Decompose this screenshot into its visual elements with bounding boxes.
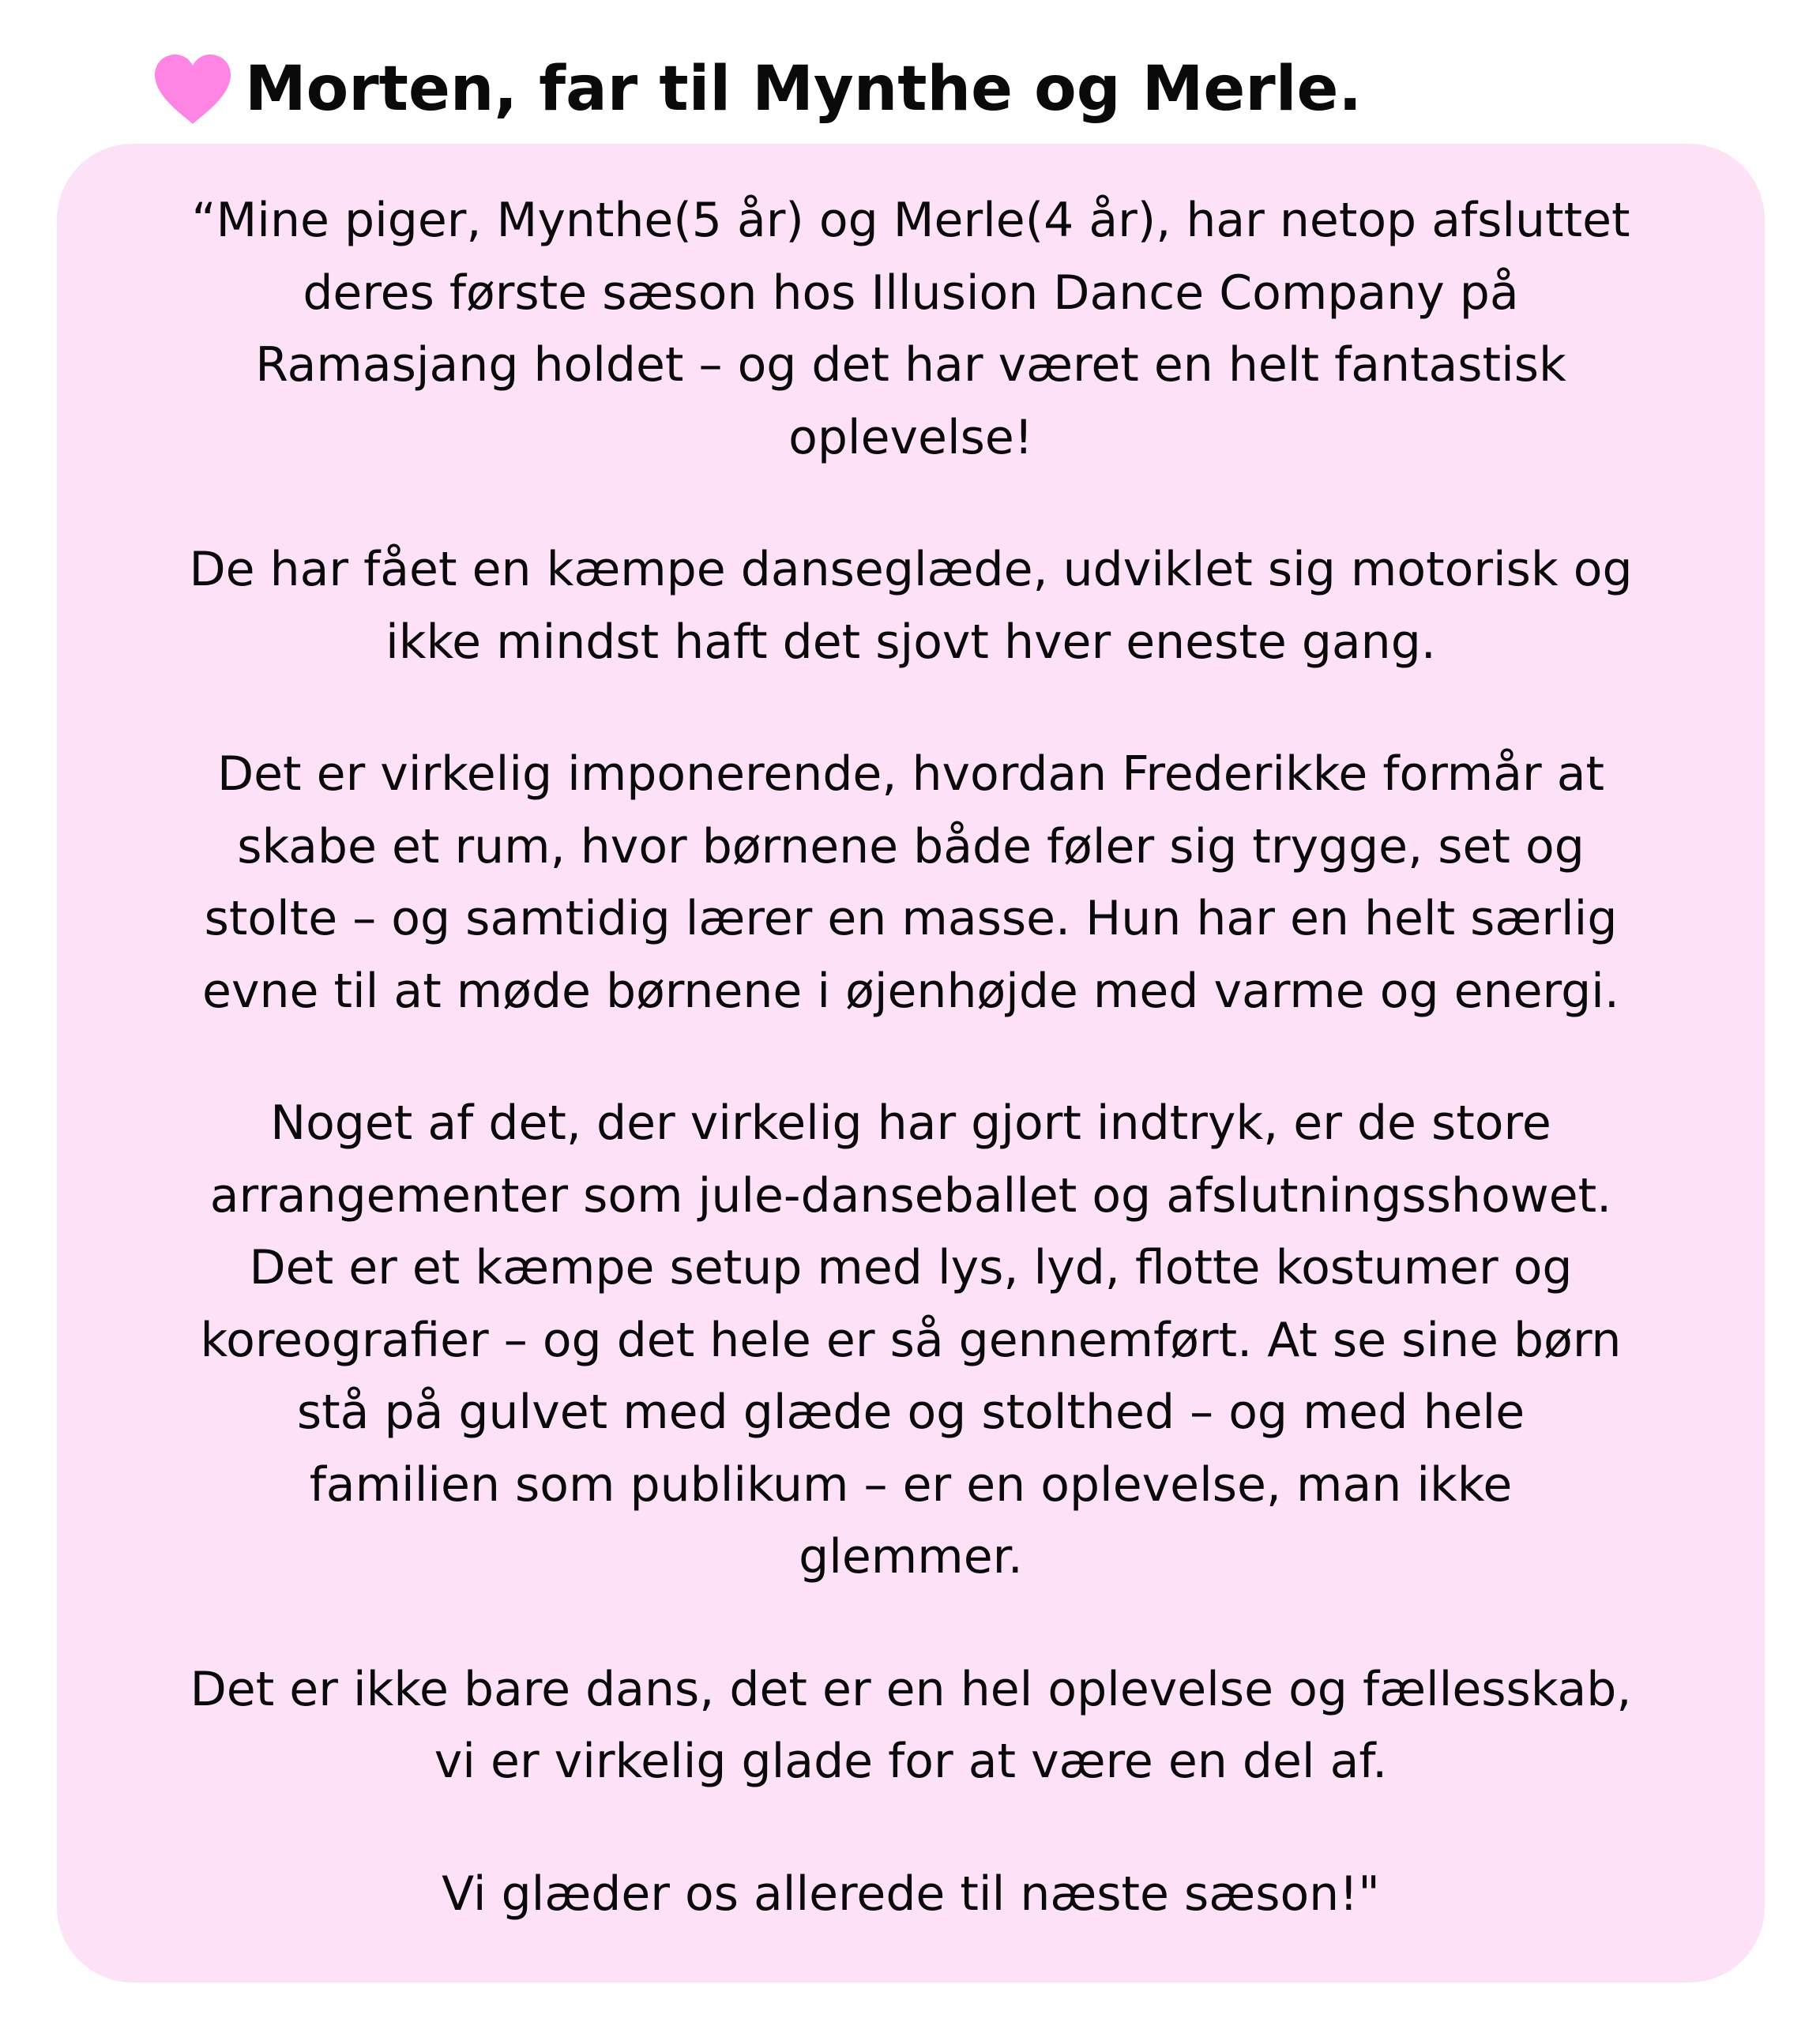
text-line: stolte – og samtidig lærer en masse. Hun har en helt særlig: [204, 891, 1618, 946]
testimonial-paragraph: [88, 739, 1733, 1028]
text-line: skabe et rum, hvor børnene både føler sig trygge, set og: [237, 818, 1585, 874]
text-line: stå på gulvet med glæde og stolthed – og med hele: [296, 1385, 1525, 1440]
text-line: deres første sæson hos Illusion Dance Company på: [303, 265, 1519, 321]
text-line: Vi glæder os allerede til næste sæson!": [442, 1866, 1380, 1922]
testimonial-paragraph: [88, 534, 1733, 678]
text-line: ikke mindst haft det sjovt hver eneste gang.: [385, 614, 1436, 670]
text-line: Det er virkelig imponerende, hvordan Frederikke formår at: [216, 746, 1605, 802]
text-line: arrangementer som jule-danseballet og afslutningsshowet.: [209, 1167, 1612, 1223]
text-line: koreografier – og det hele er så gennemført. At se sine børn: [200, 1312, 1622, 1368]
text-line: familien som publikum – er en oplevelse, man ikke: [309, 1456, 1513, 1513]
text-line: “Mine piger, Mynthe(5 år) og Merle(4 år), har netop afsluttet: [191, 193, 1630, 248]
text-line: Noget af det, der virkelig har gjort indtryk, er de store: [270, 1096, 1551, 1151]
text-line: vi er virkelig glade for at være en del af.: [434, 1734, 1388, 1789]
text-line: Det er ikke bare dans, det er en hel oplevelse og fællesskab,: [190, 1661, 1632, 1717]
text-line: evne til at møde børnene i øjenhøjde med varme og energi.: [202, 963, 1619, 1019]
testimonial-header: [152, 46, 1362, 133]
heart-icon: [152, 51, 234, 127]
testimonial-title: Morten, far til Mynthe og Merle.: [245, 54, 1362, 125]
text-line: glemmer.: [799, 1529, 1023, 1584]
testimonial-paragraph: [88, 1088, 1733, 1594]
text-line: oplevelse!: [788, 409, 1033, 465]
testimonial-paragraph: [88, 185, 1733, 474]
testimonial-closing: [88, 1859, 1733, 1931]
text-line: De har fået en kæmpe danseglæde, udviklet sig motorisk og: [189, 542, 1633, 597]
text-line: Det er et kæmpe setup med lys, lyd, flotte kostumer og: [249, 1240, 1573, 1295]
testimonial-paragraph: [88, 1654, 1733, 1798]
text-line: Ramasjang holdet – og det har været en helt fantastisk: [255, 337, 1566, 393]
testimonial-card: [57, 144, 1765, 1983]
